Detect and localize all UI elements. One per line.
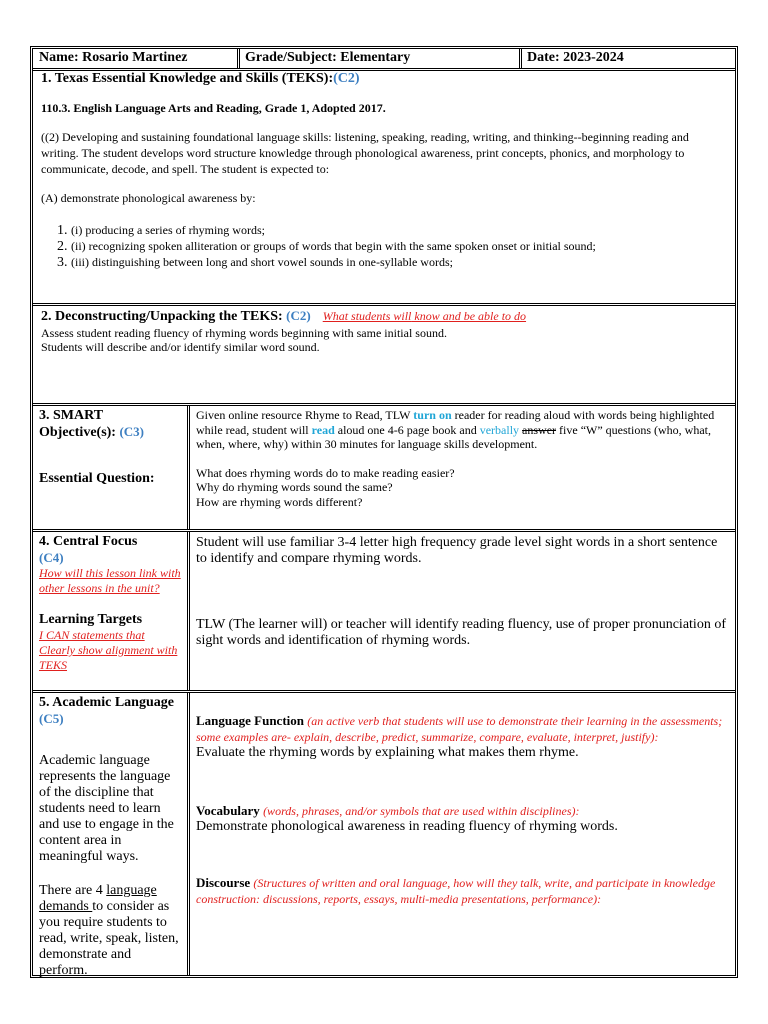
discourse <box>196 875 729 907</box>
teks-item-list <box>41 222 727 270</box>
deconstruct-code: (C2) <box>286 308 311 323</box>
objective-text: five “W” questions (who, what, when, where, why) within 30 minutes for language skills development. <box>196 422 711 451</box>
academic-language-section <box>33 693 735 978</box>
learning-targets-note: I CAN statements that Clearly show alignment with TEKS <box>39 628 178 672</box>
smart-content-cell <box>190 406 735 529</box>
objective-text: reader for reading aloud with words being highlighted while read, student will <box>196 408 715 437</box>
central-label-cell <box>33 532 190 690</box>
discourse-label: Discourse <box>196 875 254 890</box>
teks-paragraph: ((2) Developing and sustaining foundational language skills: listening, speaking, reading, writing, and thinking--beginning reading and writing. The student develops word structure knowledge through phonological awareness, print concepts, phonics, and morphology to communicate, decode, and spell. The student is expected to: <box>41 130 689 176</box>
teks-heading-text: 1. Texas Essential Knowledge and Skills (TEKS): <box>41 71 334 86</box>
deconstruct-line: Assess student reading fluency of rhyming words beginning with same initial sound. <box>41 326 447 340</box>
central-heading: 4. Central Focus <box>39 534 138 549</box>
teks-section <box>33 71 735 306</box>
teks-item: 2. (ii) recognizing spoken alliteration or groups of words that begin with the same spoken onset or initial sound; <box>71 238 727 254</box>
learning-targets-text: TLW (The learner will) or teacher will identify reading fluency, use of proper pronunciation of sight words and identification of rhyming words. <box>196 617 726 648</box>
objective-text: Given online resource Rhyme to Read, TLW <box>196 408 414 422</box>
objective-read: read <box>311 422 335 437</box>
essential-question: How are rhyming words different? <box>196 494 363 509</box>
essential-question-label: Essential Question: <box>39 471 155 486</box>
deconstruct-note-b: know and be able to do <box>411 309 527 323</box>
deconstruct-cell <box>33 306 735 403</box>
central-focus-section <box>33 532 735 693</box>
teks-item: 3. (iii) distinguishing between long and short vowel sounds in one-syllable words; <box>71 254 727 270</box>
teks-item: 1. (i) producing a series of rhyming words; <box>71 222 727 238</box>
teks-code: (C2) <box>333 71 360 86</box>
language-function-text: Evaluate the rhyming words by explaining what makes them rhyme. <box>196 745 579 760</box>
central-note: How will this lesson link with other lessons in the unit? <box>39 566 181 595</box>
essential-question: Why do rhyming words sound the same? <box>196 480 393 494</box>
teks-standard: 110.3. English Language Arts and Reading, Grade 1, Adopted 2017. <box>41 101 386 115</box>
language-function-note: (an active verb that students will use to demonstrate their learning in the assessments; some examples are- explain, describe, predict, summarize, compare, evaluate, interpret, justify): <box>196 714 723 744</box>
grade-subject: Grade/Subject: Elementary <box>240 49 522 68</box>
deconstruct-line: Students will describe and/or identify similar word sound. <box>41 340 320 354</box>
header-row <box>33 49 735 71</box>
plan-date: Date: 2023-2024 <box>527 50 624 65</box>
deconstruct-note-a: What students will <box>322 309 412 323</box>
deconstruct-heading <box>41 307 727 326</box>
demands-underlined: language demands <box>39 883 157 914</box>
demands-text: There are 4 <box>39 883 107 898</box>
teks-sub-a: (A) demonstrate phonological awareness by: <box>41 191 256 205</box>
deconstruct-heading-text: 2. Deconstructing/Unpacking the TEKS: <box>41 309 287 324</box>
learning-targets-heading: Learning Targets <box>39 612 143 627</box>
objective-turn-on: turn on <box>413 408 452 422</box>
smart-section <box>33 406 735 532</box>
central-code: (C4) <box>39 550 64 565</box>
language-function-label: Language Function <box>196 713 308 728</box>
smart-label-cell <box>33 406 190 529</box>
essential-questions <box>196 466 729 510</box>
smart-heading <box>39 408 181 441</box>
teacher-name: Name: Rosario Martinez <box>33 49 240 68</box>
objective-verbally: verbally <box>479 422 520 437</box>
deconstruct-section <box>33 306 735 406</box>
academic-label-cell <box>33 693 190 978</box>
vocabulary <box>196 803 729 819</box>
teks-cell <box>33 71 735 303</box>
vocabulary-label: Vocabulary <box>196 803 264 818</box>
objective-text: aloud one 4-6 page book and <box>334 422 480 437</box>
discourse-note: (Structures of written and oral language, how will they talk, write, and participate in knowledge construction: discussions, reports, essays, multi-media presentations, performance): <box>196 876 716 906</box>
lesson-plan-table <box>30 46 738 978</box>
deconstruct-note <box>323 309 526 323</box>
central-text: Student will use familiar 3-4 letter high frequency grade level sight words in a short sentence to identify and compare rhyming words. <box>196 535 718 566</box>
objective-answer: answer <box>522 422 557 437</box>
academic-description: Academic language represents the language of the discipline that students need to learn and use to engage in the content area in meaningful ways. <box>39 753 174 864</box>
academic-content-cell <box>190 693 735 975</box>
teks-heading <box>41 71 727 87</box>
smart-heading-text: 3. SMART Objective(s): <box>39 408 120 440</box>
demands-text: to consider as you require students to read, write, speak, listen, demonstrate and perform. <box>39 899 179 978</box>
lesson-plan-page <box>30 46 738 978</box>
vocabulary-note: (words, phrases, and/or symbols that are used within disciplines): <box>263 804 580 818</box>
academic-heading: 5. Academic Language <box>39 695 174 710</box>
essential-question: What does rhyming words do to make reading easier? <box>196 465 455 480</box>
smart-code: (C3) <box>119 424 145 439</box>
central-content-cell <box>190 532 735 690</box>
language-function <box>196 713 729 745</box>
smart-objective <box>196 408 729 452</box>
vocabulary-text: Demonstrate phonological awareness in reading fluency of rhyming words. <box>196 819 618 834</box>
academic-code: (C5) <box>39 711 64 726</box>
academic-demands <box>39 883 181 979</box>
